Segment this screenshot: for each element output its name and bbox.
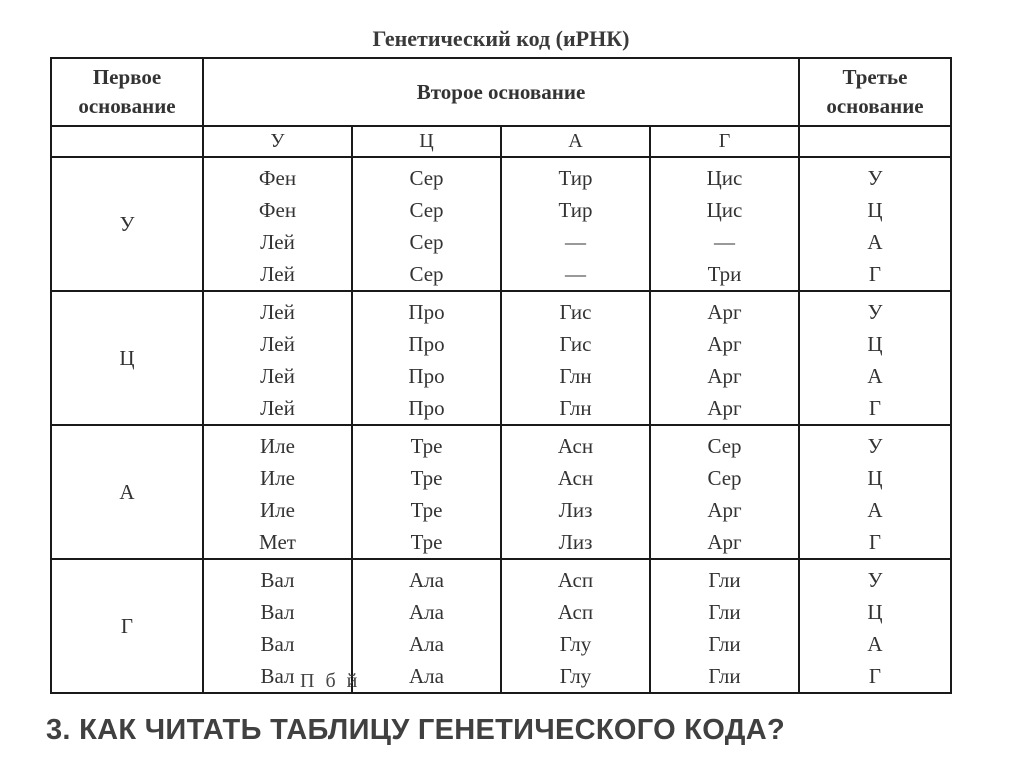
- third-base: У: [867, 434, 883, 458]
- amino-acid: Гли: [708, 600, 741, 624]
- amino-acid: Асн: [557, 434, 594, 458]
- third-base: Г: [868, 396, 882, 420]
- third-base: Г: [868, 664, 882, 688]
- amino-acid: Про: [408, 332, 445, 356]
- amino-acid: Асп: [557, 600, 594, 624]
- amino-acid: Вал: [260, 664, 295, 688]
- cropped-caption-fragment: П б й: [300, 670, 361, 692]
- empty-subheader-cell: [799, 126, 951, 157]
- codon-table-body: [51, 157, 951, 693]
- amino-acid: Гис: [559, 332, 592, 356]
- amino-acid: Лей: [260, 300, 295, 324]
- amino-acid: —: [565, 230, 586, 254]
- amino-acid-cell: [501, 291, 650, 425]
- amino-acid: Лиз: [558, 498, 593, 522]
- amino-acid: Гис: [559, 300, 592, 324]
- table-title: Генетический код (иРНК): [372, 26, 630, 51]
- amino-acid-cell: [650, 291, 799, 425]
- amino-acid: Тре: [410, 530, 443, 554]
- amino-acid: Сер: [409, 166, 444, 190]
- second-base-header: Второе основание: [203, 58, 799, 126]
- amino-acid: Тре: [410, 498, 443, 522]
- amino-acid: Сер: [409, 230, 444, 254]
- third-base-cell: [799, 425, 951, 559]
- amino-acid: Иле: [260, 466, 295, 490]
- third-base: А: [867, 230, 883, 254]
- amino-acid-cell: [352, 291, 501, 425]
- amino-acid: Про: [408, 364, 445, 388]
- slide-title: 3. КАК ЧИТАТЬ ТАБЛИЦУ ГЕНЕТИЧЕСКОГО КОДА?: [46, 714, 785, 746]
- amino-acid: Глн: [559, 396, 592, 420]
- amino-acid: Фен: [258, 166, 297, 190]
- amino-acid: Фен: [258, 198, 297, 222]
- first-base-header: Первое основание: [51, 58, 203, 126]
- amino-acid: Про: [408, 300, 445, 324]
- amino-acid: Мет: [259, 530, 296, 554]
- amino-acid: Арг: [707, 300, 742, 324]
- third-base: Ц: [867, 600, 883, 624]
- amino-acid: —: [565, 262, 586, 286]
- genetic-code-table: [50, 57, 952, 694]
- first-base-cell: А: [51, 425, 203, 559]
- amino-acid: Арг: [707, 396, 742, 420]
- third-base: Г: [868, 262, 882, 286]
- amino-acid: Сер: [707, 466, 742, 490]
- amino-acid: Три: [707, 262, 742, 286]
- third-base-cell: [799, 291, 951, 425]
- amino-acid: Лей: [260, 396, 295, 420]
- first-base-cell: Ц: [51, 291, 203, 425]
- empty-subheader-cell: [51, 126, 203, 157]
- amino-acid: Тре: [410, 466, 443, 490]
- codon-group-row-c: [51, 291, 951, 425]
- third-base: У: [867, 568, 883, 592]
- amino-acid: Цис: [706, 166, 743, 190]
- first-base-cell: У: [51, 157, 203, 291]
- amino-acid-cell: [203, 425, 352, 559]
- amino-acid: Цис: [706, 198, 743, 222]
- amino-acid: Арг: [707, 364, 742, 388]
- amino-acid: —: [714, 230, 735, 254]
- amino-acid: Сер: [707, 434, 742, 458]
- third-base: У: [867, 300, 883, 324]
- amino-acid: Вал: [260, 632, 295, 656]
- amino-acid-cell: [501, 157, 650, 291]
- amino-acid: Гли: [708, 664, 741, 688]
- amino-acid: Про: [408, 396, 445, 420]
- amino-acid: Ала: [409, 632, 444, 656]
- amino-acid: Асн: [557, 466, 594, 490]
- first-base-cell: Г: [51, 559, 203, 693]
- amino-acid: Сер: [409, 262, 444, 286]
- amino-acid: Тир: [558, 166, 593, 190]
- amino-acid: Ала: [409, 664, 444, 688]
- amino-acid: Арг: [707, 498, 742, 522]
- amino-acid: Глу: [559, 632, 592, 656]
- amino-acid-cell: [203, 291, 352, 425]
- amino-acid: Иле: [260, 434, 295, 458]
- third-base: Ц: [867, 332, 883, 356]
- third-base: Ц: [867, 466, 883, 490]
- amino-acid: Иле: [260, 498, 295, 522]
- amino-acid: Тре: [410, 434, 443, 458]
- second-base-g: Г: [650, 126, 799, 157]
- third-base: А: [867, 364, 883, 388]
- amino-acid: Глу: [559, 664, 592, 688]
- third-base-cell: [799, 157, 951, 291]
- amino-acid: Гли: [708, 632, 741, 656]
- amino-acid: Лей: [260, 332, 295, 356]
- codon-group-row-u: [51, 157, 951, 291]
- second-base-u: У: [203, 126, 352, 157]
- amino-acid: Ала: [409, 600, 444, 624]
- amino-acid: Арг: [707, 332, 742, 356]
- amino-acid: Вал: [260, 600, 295, 624]
- codon-group-row-a: [51, 425, 951, 559]
- amino-acid: Глн: [559, 364, 592, 388]
- third-base: У: [867, 166, 883, 190]
- third-base-cell: [799, 559, 951, 693]
- amino-acid: Сер: [409, 198, 444, 222]
- amino-acid: Гли: [708, 568, 741, 592]
- amino-acid-cell: [650, 157, 799, 291]
- third-base: Г: [868, 530, 882, 554]
- amino-acid: Лей: [260, 364, 295, 388]
- amino-acid-cell: [650, 425, 799, 559]
- amino-acid-cell: [352, 425, 501, 559]
- amino-acid: Ала: [409, 568, 444, 592]
- third-base: А: [867, 632, 883, 656]
- amino-acid-cell: [203, 157, 352, 291]
- second-base-c: Ц: [352, 126, 501, 157]
- amino-acid: Лей: [260, 262, 295, 286]
- third-base: А: [867, 498, 883, 522]
- amino-acid-cell: [501, 425, 650, 559]
- amino-acid: Арг: [707, 530, 742, 554]
- amino-acid: Тир: [558, 198, 593, 222]
- second-base-a: А: [501, 126, 650, 157]
- amino-acid: Асп: [557, 568, 594, 592]
- third-base-header: Третье основание: [799, 58, 951, 126]
- amino-acid: Лиз: [558, 530, 593, 554]
- amino-acid: Лей: [260, 230, 295, 254]
- amino-acid: Вал: [260, 568, 295, 592]
- third-base: Ц: [867, 198, 883, 222]
- amino-acid-cell: [352, 157, 501, 291]
